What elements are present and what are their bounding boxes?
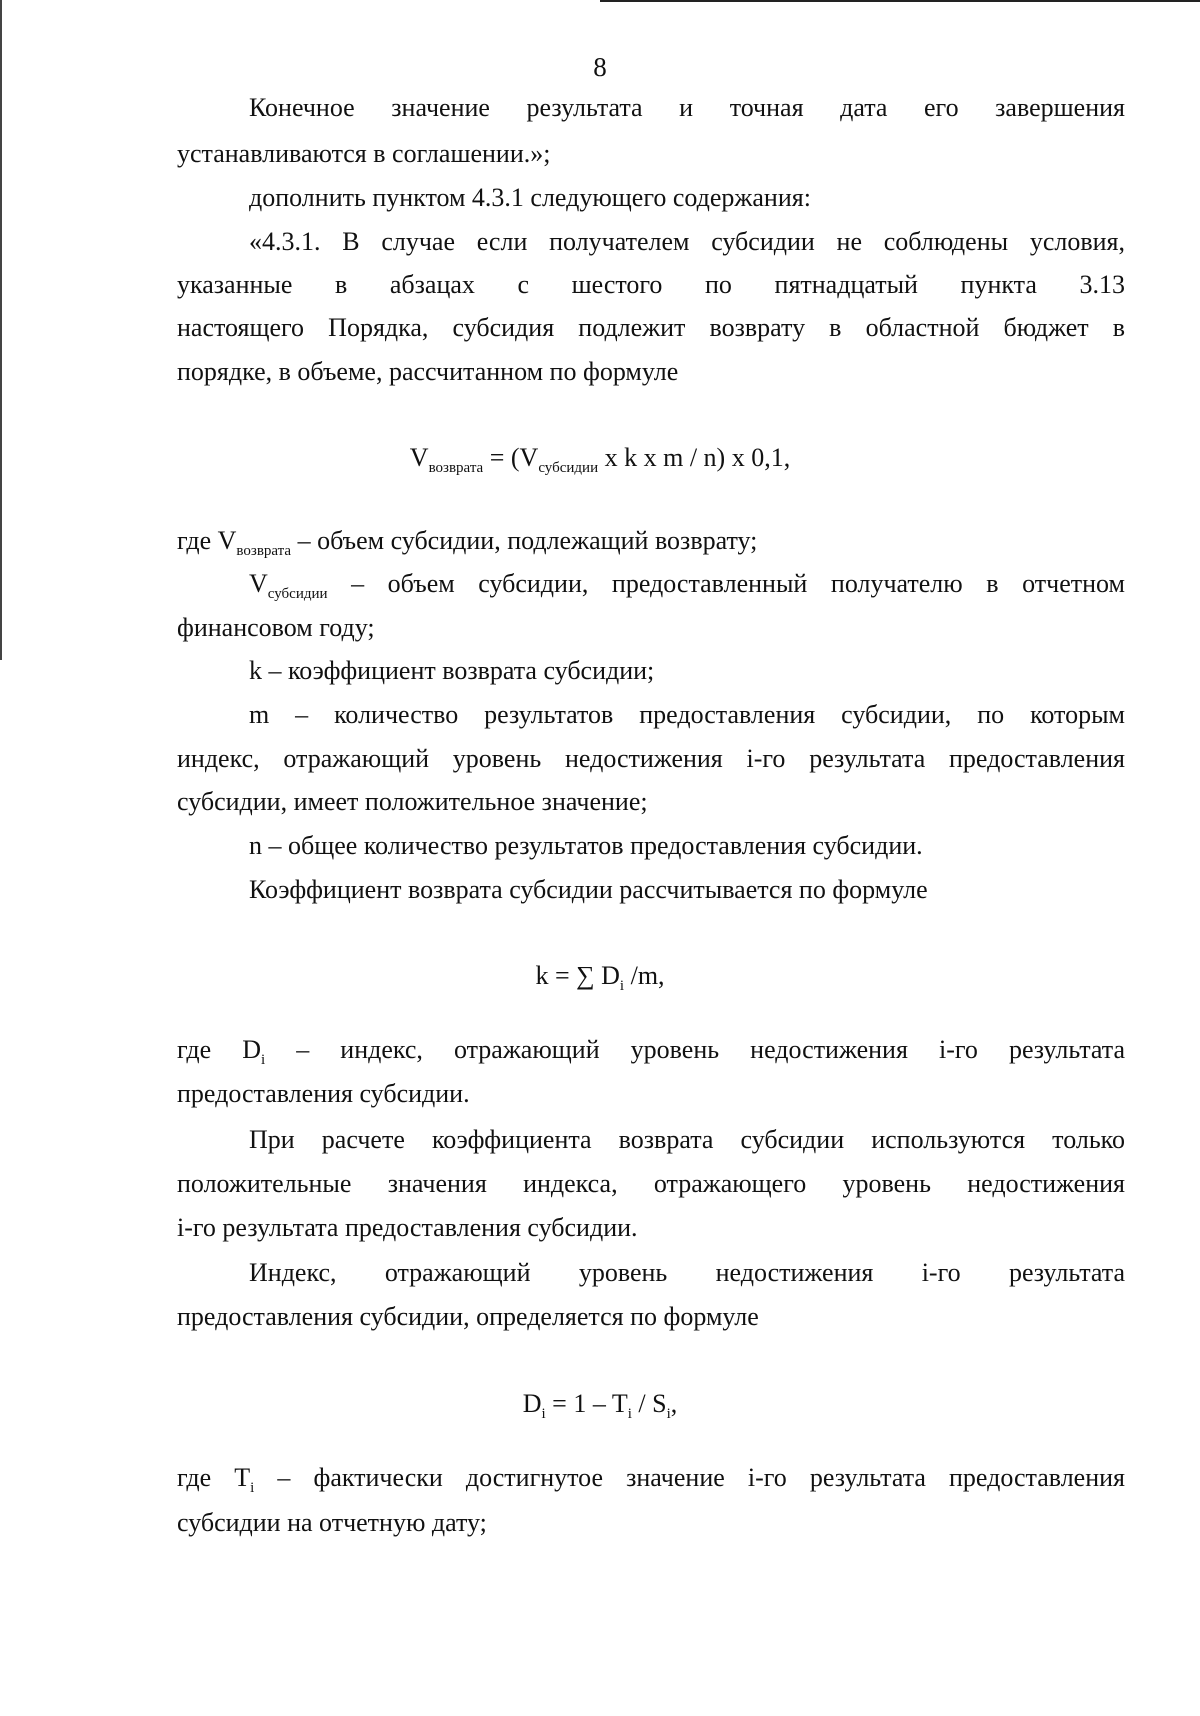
definition-n: n – общее количество результатов предоставления субсидии.: [249, 831, 923, 860]
definition-k: k – коэффициент возврата субсидии;: [249, 656, 655, 685]
definition-t-line1: [177, 1455, 1125, 1501]
paragraph-calculation-line1: При расчете коэффициента возврата субсидии используются только: [249, 1125, 1125, 1154]
formula2-subscript: i: [619, 978, 625, 995]
formula-index: [0, 1384, 1200, 1424]
definition-v-subsidy-line2: финансовом году;: [177, 613, 375, 642]
paragraph-final-value-line2: устанавливаются в соглашении.»;: [177, 139, 551, 168]
paragraph-4-3-1-line4: порядке, в объеме, рассчитанном по формуле: [177, 357, 679, 386]
paragraph-calculation-line3: i-го результата предоставления субсидии.: [177, 1213, 638, 1242]
def-v-subscript: возврата: [236, 543, 292, 560]
formula3-t-subscript: i: [627, 1406, 632, 1423]
definition-t-line2: субсидии на отчетную дату;: [177, 1508, 487, 1537]
formula1-v: V: [409, 443, 429, 472]
definition-d-line1: [177, 1027, 1125, 1073]
formula-return-volume: [0, 438, 1200, 478]
def-t-text: – фактически достигнутое значение i-го результата предоставления: [254, 1463, 1125, 1492]
paragraph-index-line1: Индекс, отражающий уровень недостижения i-го результата: [249, 1258, 1125, 1287]
paragraph-4-3-1-line2: указанные в абзацах с шестого по пятнадцатый пункта 3.13: [177, 270, 1125, 299]
def-t-subscript: i: [250, 1480, 255, 1497]
definition-m-line2: индекс, отражающий уровень недостижения i-го результата предоставления: [177, 744, 1125, 773]
scan-edge-top: [600, 0, 1200, 2]
formula1-eq-open: = (V: [483, 443, 539, 472]
def-subsidy-subscript: субсидии: [267, 586, 328, 603]
formula1-rest: x k x m / n) x 0,1,: [598, 443, 791, 472]
formula3-s-subscript: i: [666, 1406, 671, 1423]
definition-d-line2: предоставления субсидии.: [177, 1079, 470, 1108]
coefficient-intro: Коэффициент возврата субсидии рассчитывается по формуле: [249, 875, 928, 904]
def-d-subscript: i: [260, 1052, 266, 1069]
paragraph-final-value-line1: Конечное значение результата и точная дата его завершения: [249, 93, 1125, 122]
formula3-slash: / S: [631, 1389, 667, 1418]
def-t-where: где T: [177, 1463, 251, 1492]
formula3-end: ,: [670, 1389, 678, 1418]
definition-m-line3: субсидии, имеет положительное значение;: [177, 787, 648, 816]
definition-m-line1: m – количество результатов предоставления субсидии, по которым: [249, 700, 1125, 729]
def-d-where: где D: [177, 1035, 261, 1064]
def-v-text: – объем субсидии, подлежащий возврату;: [291, 526, 758, 555]
def-subsidy-text: – объем субсидии, предоставленный получателю в отчетном: [327, 569, 1125, 598]
page-number: 8: [593, 52, 607, 82]
formula2-lhs: k = ∑ D: [535, 961, 620, 990]
scan-edge-left: [0, 0, 2, 660]
def-d-text: – индекс, отражающий уровень недостижения i-го результата: [265, 1035, 1125, 1064]
def-v-where: где V: [177, 526, 237, 555]
paragraph-supplement: дополнить пунктом 4.3.1 следующего содержания:: [249, 183, 811, 212]
formula2-rhs: /m,: [624, 961, 665, 990]
formula1-subsidy-subscript: субсидии: [538, 460, 599, 477]
formula3-d: D: [522, 1389, 542, 1418]
paragraph-4-3-1-line1: «4.3.1. В случае если получателем субсидии не соблюдены условия,: [249, 227, 1125, 256]
formula-coefficient: [0, 956, 1200, 996]
formula3-d-subscript: i: [541, 1406, 546, 1423]
paragraph-4-3-1-line3: настоящего Порядка, субсидия подлежит возврату в областной бюджет в: [177, 313, 1125, 342]
definition-v-return: [177, 518, 1125, 564]
paragraph-calculation-line2: положительные значения индекса, отражающего уровень недостижения: [177, 1169, 1125, 1198]
formula1-v-subscript: возврата: [428, 460, 484, 477]
formula3-mid: = 1 – T: [545, 1389, 628, 1418]
def-subsidy-v: V: [249, 569, 268, 598]
paragraph-index-line2: предоставления субсидии, определяется по формуле: [177, 1302, 759, 1331]
definition-v-subsidy-line1: [177, 561, 1125, 607]
